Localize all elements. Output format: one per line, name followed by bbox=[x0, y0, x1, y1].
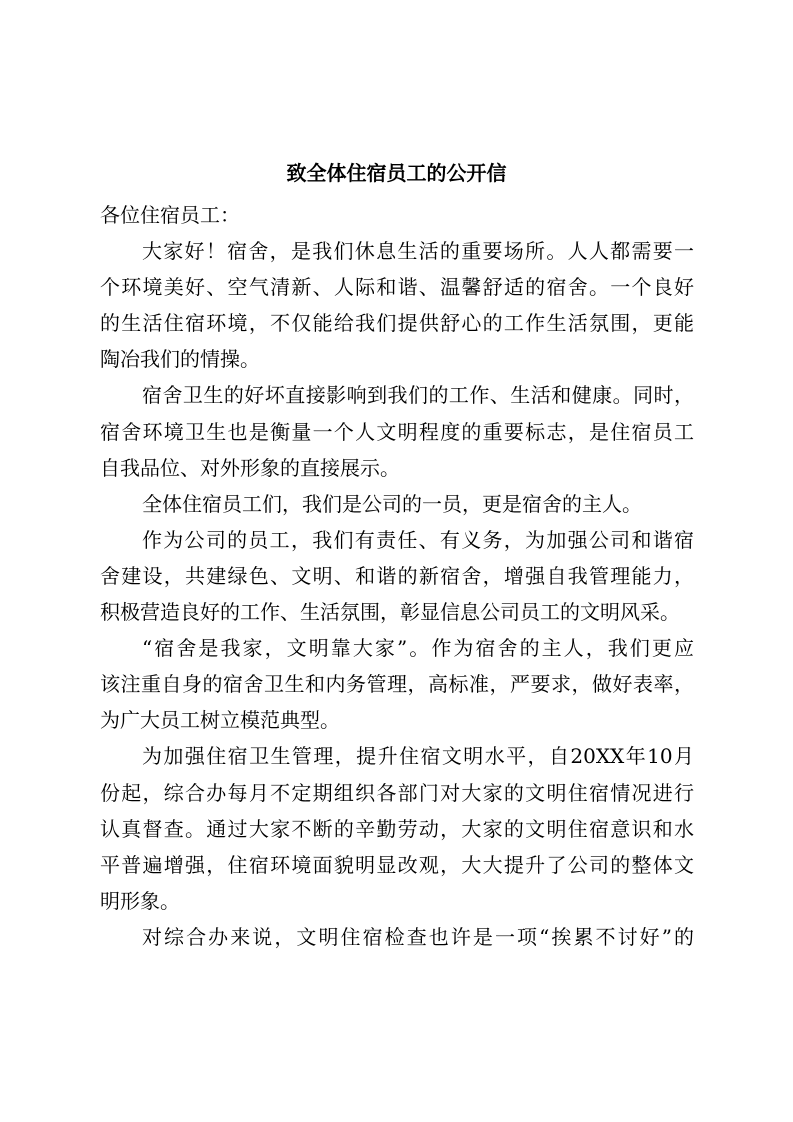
text-line: 为加强住宿卫生管理，提升住宿文明水平，自20XX年10月 bbox=[142, 744, 694, 769]
text-line: 为广大员工树立模范典型。 bbox=[100, 708, 340, 733]
text-line: 舍建设，共建绿色、文明、和谐的新宿舍，增强自我管理能力， bbox=[100, 563, 694, 588]
text-line: 全体住宿员工们，我们是公司的一员，更是宿舍的主人。 bbox=[142, 491, 642, 516]
text-line: 认真督查。通过大家不断的辛勤劳动，大家的文明住宿意识和水 bbox=[100, 816, 694, 841]
text-line: 个环境美好、空气清新、人际和谐、温馨舒适的宿舍。一个良好 bbox=[100, 275, 694, 300]
text-line: 积极营造良好的工作、生活氛围，彰显信息公司员工的文明风采。 bbox=[100, 600, 680, 625]
text-line: 宿舍卫生的好坏直接影响到我们的工作、生活和健康。同时， bbox=[142, 383, 694, 408]
text-line: 对综合办来说，文明住宿检查也许是一项“挨累不讨好”的 bbox=[142, 924, 694, 949]
text-line: 宿舍环境卫生也是衡量一个人文明程度的重要标志，是住宿员工 bbox=[100, 419, 694, 444]
text-line: 明形象。 bbox=[100, 888, 180, 913]
text-line: 陶冶我们的情操。 bbox=[100, 347, 260, 372]
salutation: 各位住宿员工： bbox=[100, 203, 240, 227]
letter-body bbox=[100, 197, 694, 955]
text-line: 的生活住宿环境，不仅能给我们提供舒心的工作生活氛围，更能 bbox=[100, 311, 694, 336]
text-line: 大家好！宿舍，是我们休息生活的重要场所。人人都需要一 bbox=[142, 239, 694, 264]
text-line: 该注重自身的宿舍卫生和内务管理，高标准，严要求，做好表率， bbox=[100, 672, 694, 697]
text-line: 作为公司的员工，我们有责任、有义务，为加强公司和谐宿 bbox=[142, 527, 694, 552]
text-line: 自我品位、对外形象的直接展示。 bbox=[100, 455, 400, 480]
text-line: 平普遍增强，住宿环境面貌明显改观，大大提升了公司的整体文 bbox=[100, 852, 694, 877]
text-line: 份起，综合办每月不定期组织各部门对大家的文明住宿情况进行 bbox=[100, 780, 694, 805]
text-line: “宿舍是我家，文明靠大家”。作为宿舍的主人，我们更应 bbox=[142, 636, 694, 661]
page-title: 致全体住宿员工的公开信 bbox=[286, 161, 507, 185]
